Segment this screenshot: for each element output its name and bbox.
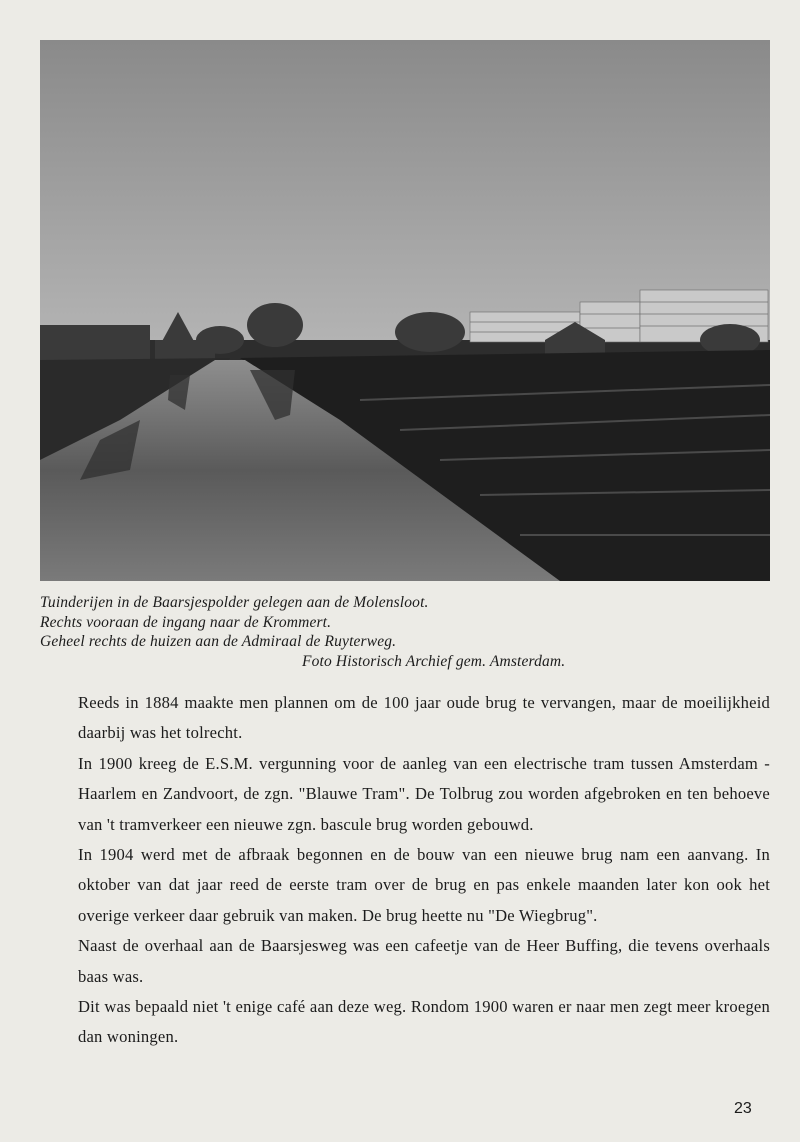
paragraph: In 1904 werd met de afbraak begonnen en de bouw van een nieuwe brug nam een aanvang. In oktober van dat jaar reed de eerste tram over de brug en pas enkele maanden later kon ook het overige verkeer daar gebruik van maken. De brug heette nu "De Wiegbrug". <box>78 845 770 925</box>
paragraph: Naast de overhaal aan de Baarsjesweg was een cafeetje van de Heer Buffing, die tevens overhaals baas was. <box>78 936 770 986</box>
body-text <box>78 688 770 1053</box>
photo-credit: Foto Historisch Archief gem. Amsterdam. <box>302 652 566 670</box>
paragraph: In 1900 kreeg de E.S.M. vergunning voor de aanleg van een electrische tram tussen Amsterdam - Haarlem en Zandvoort, de zgn. "Blauwe Tram". De Tolbrug zou worden afgebroken en ten behoeve van 't tramverkeer een nieuwe zgn. bascule brug worden gebouwd. <box>78 753 770 834</box>
paragraph: Dit was bepaald niet 't enige café aan deze weg. Rondom 1900 waren er naar men zegt meer kroegen dan woningen. <box>78 997 770 1047</box>
canal-photo-illustration <box>40 40 770 581</box>
caption-line-2: Rechts vooraan de ingang naar de Krommert. <box>40 613 332 631</box>
caption-line-3: Geheel rechts de huizen aan de Admiraal de Ruyterweg. <box>40 633 397 650</box>
page-number: 23 <box>734 1100 752 1117</box>
paragraph: Reeds in 1884 maakte men plannen om de 100 jaar oude brug te vervangen, maar de moeilijkheid daarbij was het tolrecht. <box>78 693 770 743</box>
caption-line-1: Tuinderijen in de Baarsjespolder gelegen aan de Molensloot. <box>40 594 429 611</box>
photo-caption <box>40 593 780 671</box>
historic-photo <box>40 40 770 581</box>
